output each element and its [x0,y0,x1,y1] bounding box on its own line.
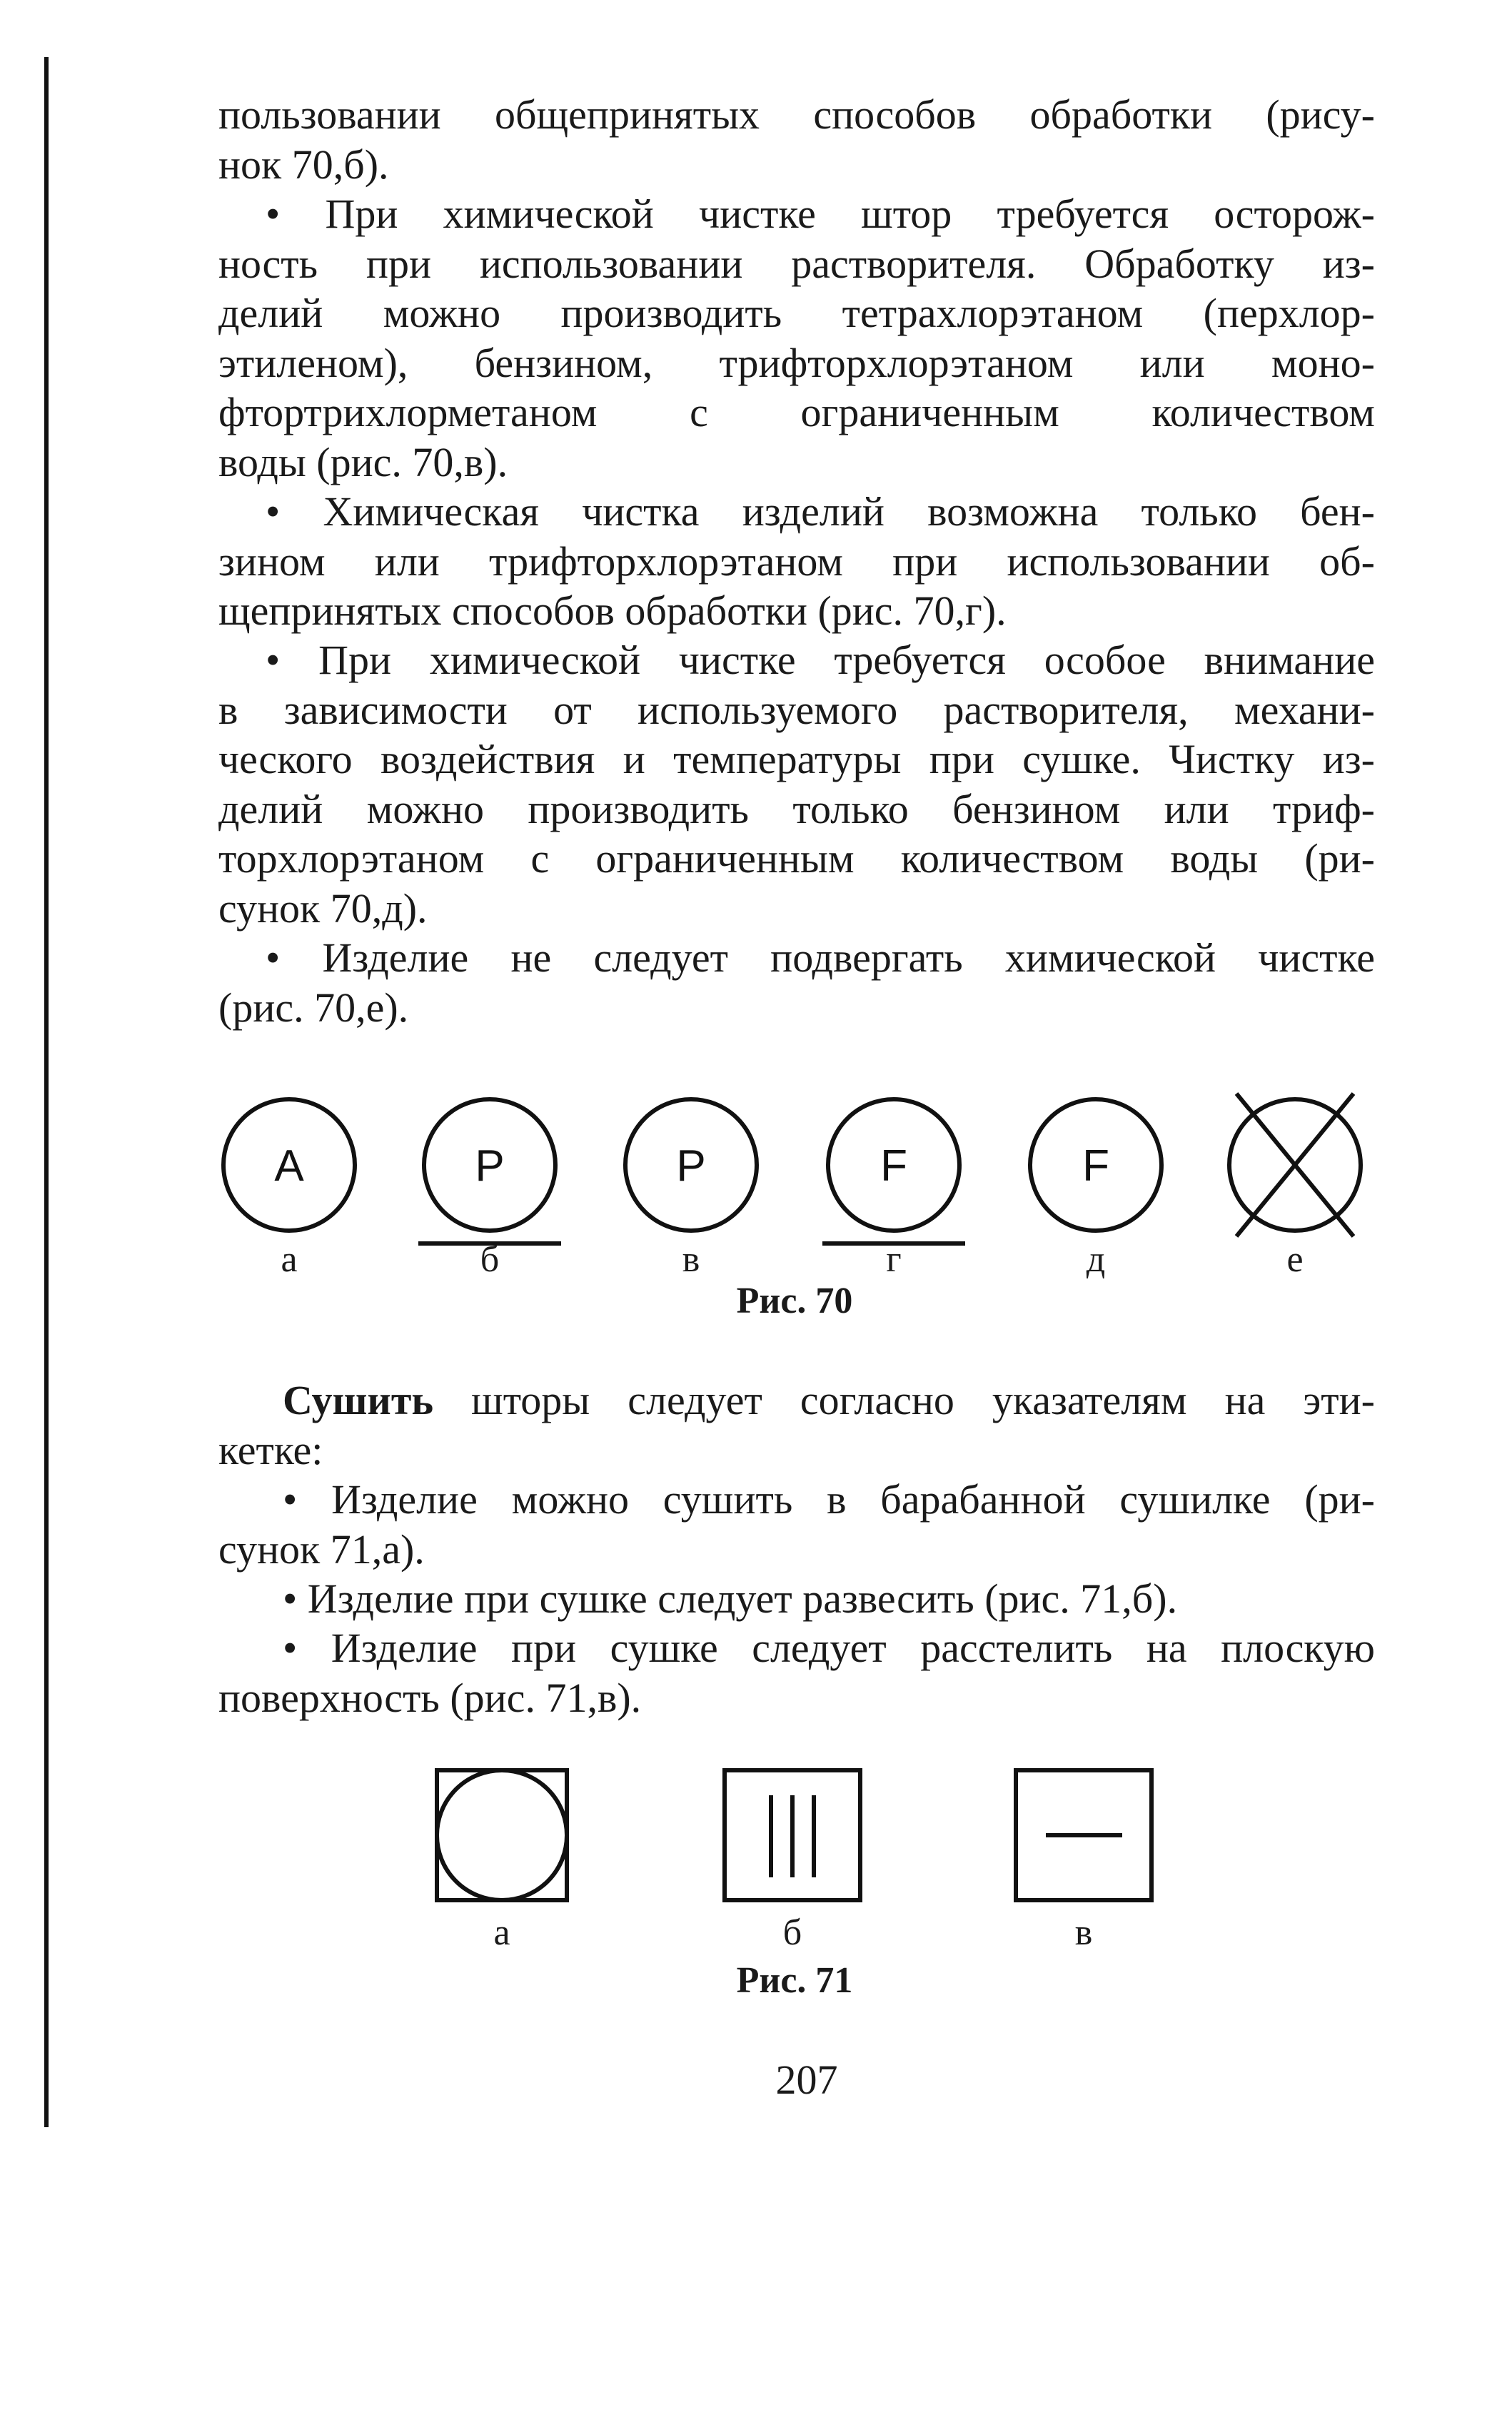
figure-71-label-v: в [1074,1912,1093,1953]
figure-70-label-v: в [682,1239,700,1280]
svg-text:P: P [475,1141,505,1191]
figure-71-label-a: а [493,1912,510,1953]
text-line: • Изделие не следует подвергать химической чистке [266,934,1375,981]
text-line: сунок 71,а). [218,1525,425,1573]
text-run: шторы следует согласно указателям на эти- [433,1377,1375,1423]
figure-70-label-a: а [281,1239,298,1280]
symbol-tumble-dry-icon [437,1770,567,1900]
symbol-e-crossed-circle-icon [1229,1094,1361,1236]
text-line: щепринятых способов обработки (рис. 70,г). [218,587,1007,634]
text-line: • Изделие при сушке следует развесить (рис. 71,б). [283,1575,1178,1622]
text-line [218,1376,1375,1426]
text-line: ность при использовании растворителя. Обработку из- [218,240,1375,287]
paragraph-flat-dry [218,1623,1375,1722]
text-line: ческого воздействия и температуры при сушке. Чистку из- [218,736,1375,782]
figure-70-label-b: б [480,1239,500,1280]
svg-text:F: F [1082,1141,1109,1191]
text-line: в зависимости от используемого растворителя, механи- [218,686,1375,733]
figure-70-drycleaning-symbols [0,1071,1512,1256]
paragraph-tumble-dry [218,1475,1375,1574]
symbol-hang-dry-icon [725,1770,860,1900]
symbol-d-circle-F-icon [1030,1099,1161,1231]
svg-text:A: A [274,1141,304,1191]
svg-text:P: P [676,1141,706,1191]
page-number: 207 [775,2057,838,2103]
paragraph-benzine-only [218,487,1375,636]
text-line: сунок 70,д). [218,884,428,932]
symbol-g-circle-F-underlined-icon [822,1099,965,1243]
text-line: (рис. 70,е). [218,984,409,1031]
text-line: торхлорэтаном с ограниченным количеством воды (ри- [218,835,1375,882]
text-line: зином или трифторхлорэтаном при использовании об- [218,538,1375,585]
text-line: поверхность (рис. 71,в). [218,1674,642,1721]
text-line: пользовании общепринятых способов обработки (рису- [218,91,1375,138]
paragraph-drying-intro [218,1376,1375,1475]
figure-70-label-e: е [1286,1239,1304,1280]
text-line: • Изделие можно сушить в барабанной сушилке (ри- [283,1476,1375,1523]
symbol-a-circle-A-icon [223,1099,355,1231]
symbol-b-circle-P-underlined-icon [418,1099,561,1243]
paragraph-no-drycleaning [218,933,1375,1032]
text-line: • При химической чистке требуется особое внимание [266,637,1375,683]
symbol-dry-flat-icon [1016,1770,1151,1900]
figure-70-label-g: г [886,1239,902,1280]
text-line: делий можно производить только бензином или триф- [218,785,1375,832]
text-line: • Изделие при сушке следует расстелить на плоскую [283,1625,1375,1671]
text-line: • Химическая чистка изделий возможна только бен- [266,488,1375,535]
text-line: нок 70,б). [218,141,389,188]
figure-71-drying-symbols [0,1756,1512,1913]
paragraph-solvent-caution [218,189,1375,487]
symbol-v-circle-P-icon [625,1099,757,1231]
text-line: фтортрихлорметаном с ограниченным количеством [218,389,1375,435]
text-line: • При химической чистке штор требуется осторож- [266,191,1375,237]
paragraph-hang-dry [218,1574,1375,1624]
bold-term-dry: Сушить [283,1377,433,1423]
paragraph-continuation [218,90,1375,189]
svg-text:F: F [880,1141,907,1191]
text-line: делий можно производить тетрахлорэтаном (перхлор- [218,290,1375,336]
text-line: этиленом), бензином, трифторхлорэтаном или моно- [218,339,1375,386]
figure-70-caption: Рис. 70 [736,1281,853,1321]
figure-70-label-d: д [1086,1239,1106,1280]
figure-71-label-b: б [782,1912,802,1953]
text-line: кетке: [218,1426,323,1473]
figure-71-caption: Рис. 71 [736,1960,853,2001]
text-line: воды (рис. 70,в). [218,438,508,485]
paragraph-special-care [218,635,1375,933]
